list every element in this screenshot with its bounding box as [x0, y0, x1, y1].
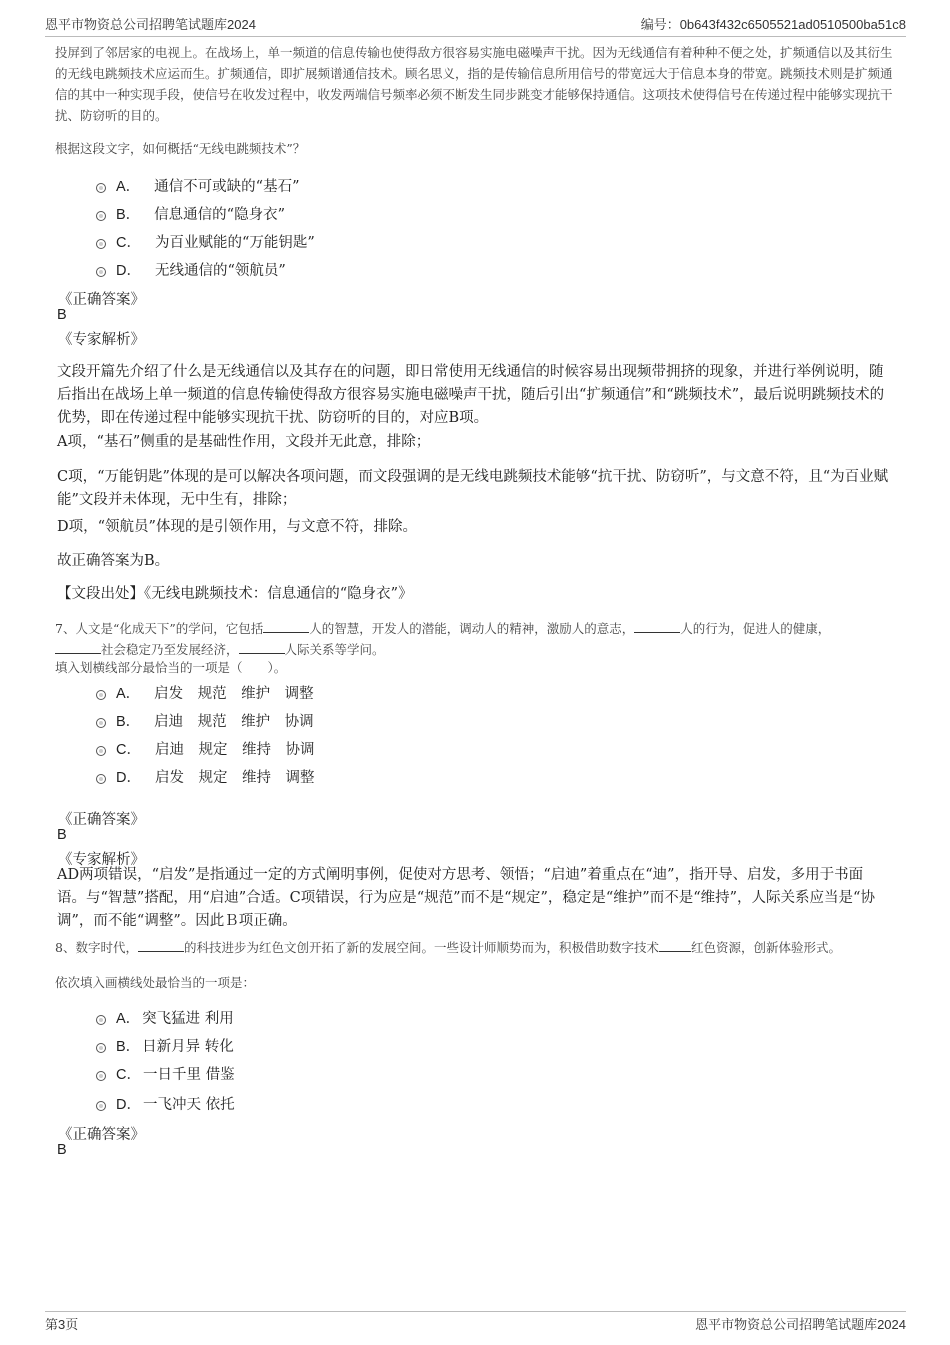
q8-question: 依次填入画横线处最恰当的一项是： [55, 975, 256, 990]
q6-analysis-paragraph: C项，“万能钥匙”体现的是可以解决各项问题，而文段强调的是无线电跳频技术能够“抗干扰、防窃听”，与文意不符，且“为百业赋能”文段并未体现，无中生有，排除； [57, 469, 889, 508]
radio-icon[interactable] [96, 746, 106, 756]
q6-option-a[interactable]: A． 通信不可或缺的“基石” [96, 175, 300, 195]
q8-option-d[interactable]: D． 一飞冲天 依托 [96, 1093, 235, 1113]
q8-option-b[interactable]: B． 日新月异 转化 [96, 1035, 234, 1055]
blank-line [138, 937, 184, 952]
q8-option-a[interactable]: A． 突飞猛进 利用 [96, 1007, 234, 1027]
radio-icon[interactable] [96, 774, 106, 784]
radio-icon[interactable] [96, 211, 106, 221]
blank-line [239, 639, 285, 654]
q7-analysis-label: 《专家解析》 [58, 852, 145, 868]
q6-answer-label: 《正确答案》 [58, 292, 145, 308]
footer-title: 恩平市物资总公司招聘笔试题库2024 [695, 1317, 906, 1332]
radio-icon[interactable] [96, 1101, 106, 1111]
q6-answer: B [57, 307, 67, 323]
q8-stem: 8、数字时代， 的科技进步为红色文创开拓了新的发展空间。一些设计师顺势而为，积极借助数字技术 红色资源，创新体验形式。 [55, 937, 895, 958]
blank-line [634, 618, 680, 633]
page-footer [45, 1311, 906, 1333]
q7-question: 填入划横线部分最恰当的一项是（ ）。 [55, 660, 287, 675]
q6-source: 【文段出处】《无线电跳频技术：信息通信的“隐身衣”》 [57, 586, 413, 602]
radio-icon[interactable] [96, 690, 106, 700]
radio-icon[interactable] [96, 239, 106, 249]
radio-icon[interactable] [96, 718, 106, 728]
q7-option-a[interactable]: A． 启发 规范 维护 调整 [96, 682, 314, 702]
radio-icon[interactable] [96, 1015, 106, 1025]
q6-option-b[interactable]: B． 信息通信的“隐身衣” [96, 203, 285, 223]
blank-line [55, 639, 101, 654]
q7-analysis: AD两项错误，“启发”是指通过一定的方式阐明事例，促使对方思考、领悟；“启迪”着重点在“迪”，指开导、启发，多用于书面语。与“智慧”搭配，用“启迪”合适。C项错误，行为应是“规范”而不是“规定”，稳定是“维护”而不是“维持”，人际关系应当是“协调”，而不能“调整”。因此Ｂ项正确。 [57, 867, 875, 929]
radio-icon[interactable] [96, 267, 106, 277]
q6-analysis-paragraph: D项，“领航员”体现的是引领作用，与文意不符，排除。 [57, 519, 417, 535]
q7-stem: 7、人文是“化成天下”的学问，它包括 人的智慧，开发人的潜能，调动人的精神，激励人的意志， 人的行为，促进人的健康，社会稳定乃至发展经济， 人际关系等学问。 [55, 618, 860, 660]
radio-icon[interactable] [96, 183, 106, 193]
q6-analysis-label: 《专家解析》 [58, 332, 145, 348]
q6-passage: 投屏到了邻居家的电视上。在战场上，单一频道的信息传输也使得敌方很容易实施电磁噪声干扰。因为无线通信有着种种不便之处，扩频通信以及其衍生的无线电跳频技术应运而生。扩频通信，即扩展频谱通信技术。顾名思义，指的是传输信息所用信号的带宽远大于信息本身的带宽。跳频技术则是扩频通信的其中一种实现手段，使信号在收发过程中，收发两端信号频率必须不断发生同步跳变才能够保持通信。这项技术使得信号在传递过程中能够实现抗干扰、防窃听的目的。 [55, 45, 893, 123]
q6-analysis-paragraph: 故正确答案为B。 [57, 553, 170, 569]
blank-line [263, 618, 309, 633]
q6-analysis-paragraph: A项，“基石”侧重的是基础性作用，文段并无此意，排除； [57, 434, 431, 450]
q8-answer-label: 《正确答案》 [58, 1127, 145, 1143]
page-header [45, 14, 906, 37]
q7-answer-label: 《正确答案》 [58, 812, 145, 828]
q7-option-d[interactable]: D． 启发 规定 维持 调整 [96, 766, 314, 786]
page-number: 第3页 [45, 1317, 79, 1332]
q7-option-c[interactable]: C． 启迪 规定 维持 协调 [96, 738, 314, 758]
document-id: 编号：0b643f432c6505521ad0510500ba51c8 [640, 17, 906, 32]
radio-icon[interactable] [96, 1043, 106, 1053]
q6-option-d[interactable]: D． 无线通信的“领航员” [96, 259, 286, 279]
q6-analysis-paragraph: 文段开篇先介绍了什么是无线通信以及其存在的问题，即日常使用无线通信的时候容易出现频带拥挤的现象，并进行举例说明，随后指出在战场上单一频道的信息传输使得敌方很容易实施电磁噪声干扰，随后引出“扩频通信”和“跳频技术”，最后说明跳频技术的优势，即在传递过程中能够实现抗干扰、防窃听的目的，对应B项。 [57, 364, 885, 426]
q6-option-c[interactable]: C． 为百业赋能的“万能钥匙” [96, 231, 315, 251]
radio-icon[interactable] [96, 1071, 106, 1081]
q7-option-b[interactable]: B． 启迪 规范 维护 协调 [96, 710, 314, 730]
blank-line [659, 937, 691, 952]
q7-answer: B [57, 827, 67, 843]
header-title: 恩平市物资总公司招聘笔试题库2024 [45, 17, 256, 32]
q8-answer: B [57, 1142, 67, 1158]
q6-question: 根据这段文字，如何概括“无线电跳频技术”？ [55, 141, 306, 156]
q8-option-c[interactable]: C． 一日千里 借鉴 [96, 1063, 235, 1083]
